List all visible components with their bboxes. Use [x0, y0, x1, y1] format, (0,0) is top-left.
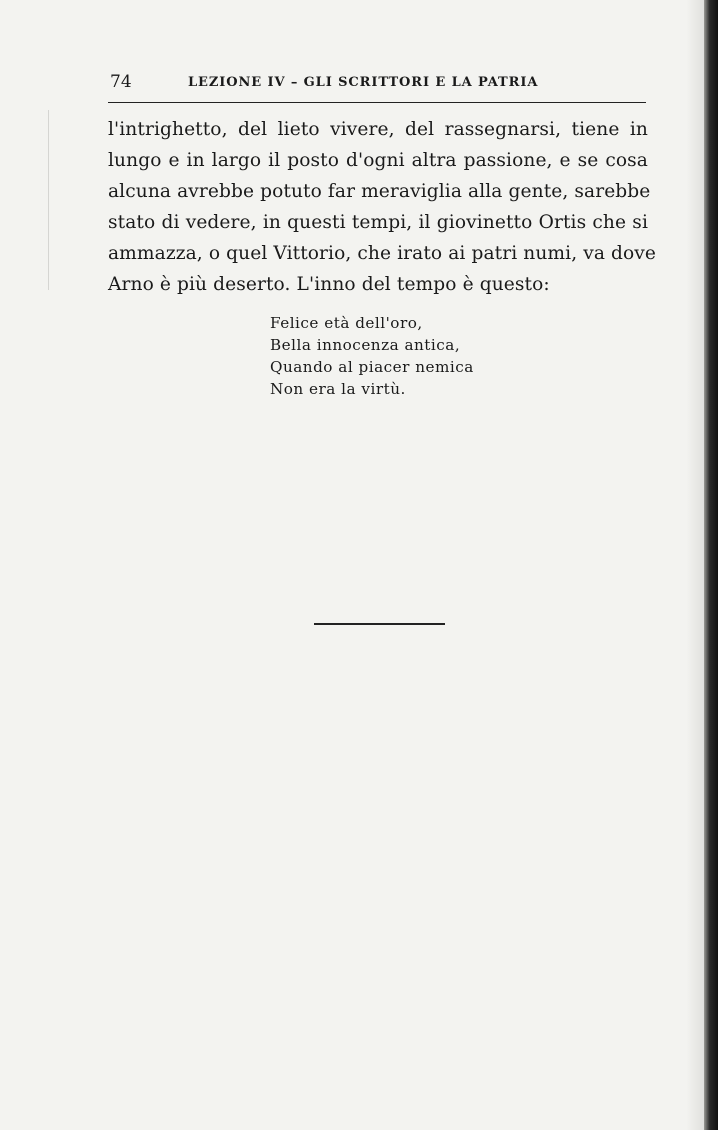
verse-line: Non era la virtù.: [270, 380, 406, 398]
page-header: [110, 72, 646, 96]
margin-pencil-mark: [48, 110, 89, 290]
body-line: l'intrighetto, del lieto vivere, del rassegnarsi, tiene in: [108, 119, 648, 140]
page-edge: [704, 0, 718, 1130]
body-line: stato di vedere, in questi tempi, il giovinetto Ortis che si: [108, 212, 648, 233]
body-line: lungo e in largo il posto d'ogni altra passione, e se cosa: [108, 150, 648, 171]
verse-line: Felice età dell'oro,: [270, 314, 423, 332]
section-end-rule: [314, 623, 445, 625]
verse-line: Bella innocenza antica,: [270, 336, 461, 354]
header-rule: [108, 102, 646, 103]
body-line: Arno è più deserto. L'inno del tempo è questo:: [108, 274, 550, 295]
verse-line: Quando al piacer nemica: [270, 358, 474, 376]
verse-quotation: [270, 312, 474, 400]
page-gutter-shadow: [686, 0, 704, 1130]
body-paragraph: [108, 114, 657, 300]
page-number: 74: [110, 72, 132, 92]
running-head: LEZIONE IV – GLI SCRITTORI E LA PATRIA: [188, 75, 539, 90]
body-line: alcuna avrebbe potuto far meraviglia alla gente, sarebbe: [108, 181, 651, 202]
body-line: ammazza, o quel Vittorio, che irato ai patri numi, va dove: [108, 243, 657, 264]
